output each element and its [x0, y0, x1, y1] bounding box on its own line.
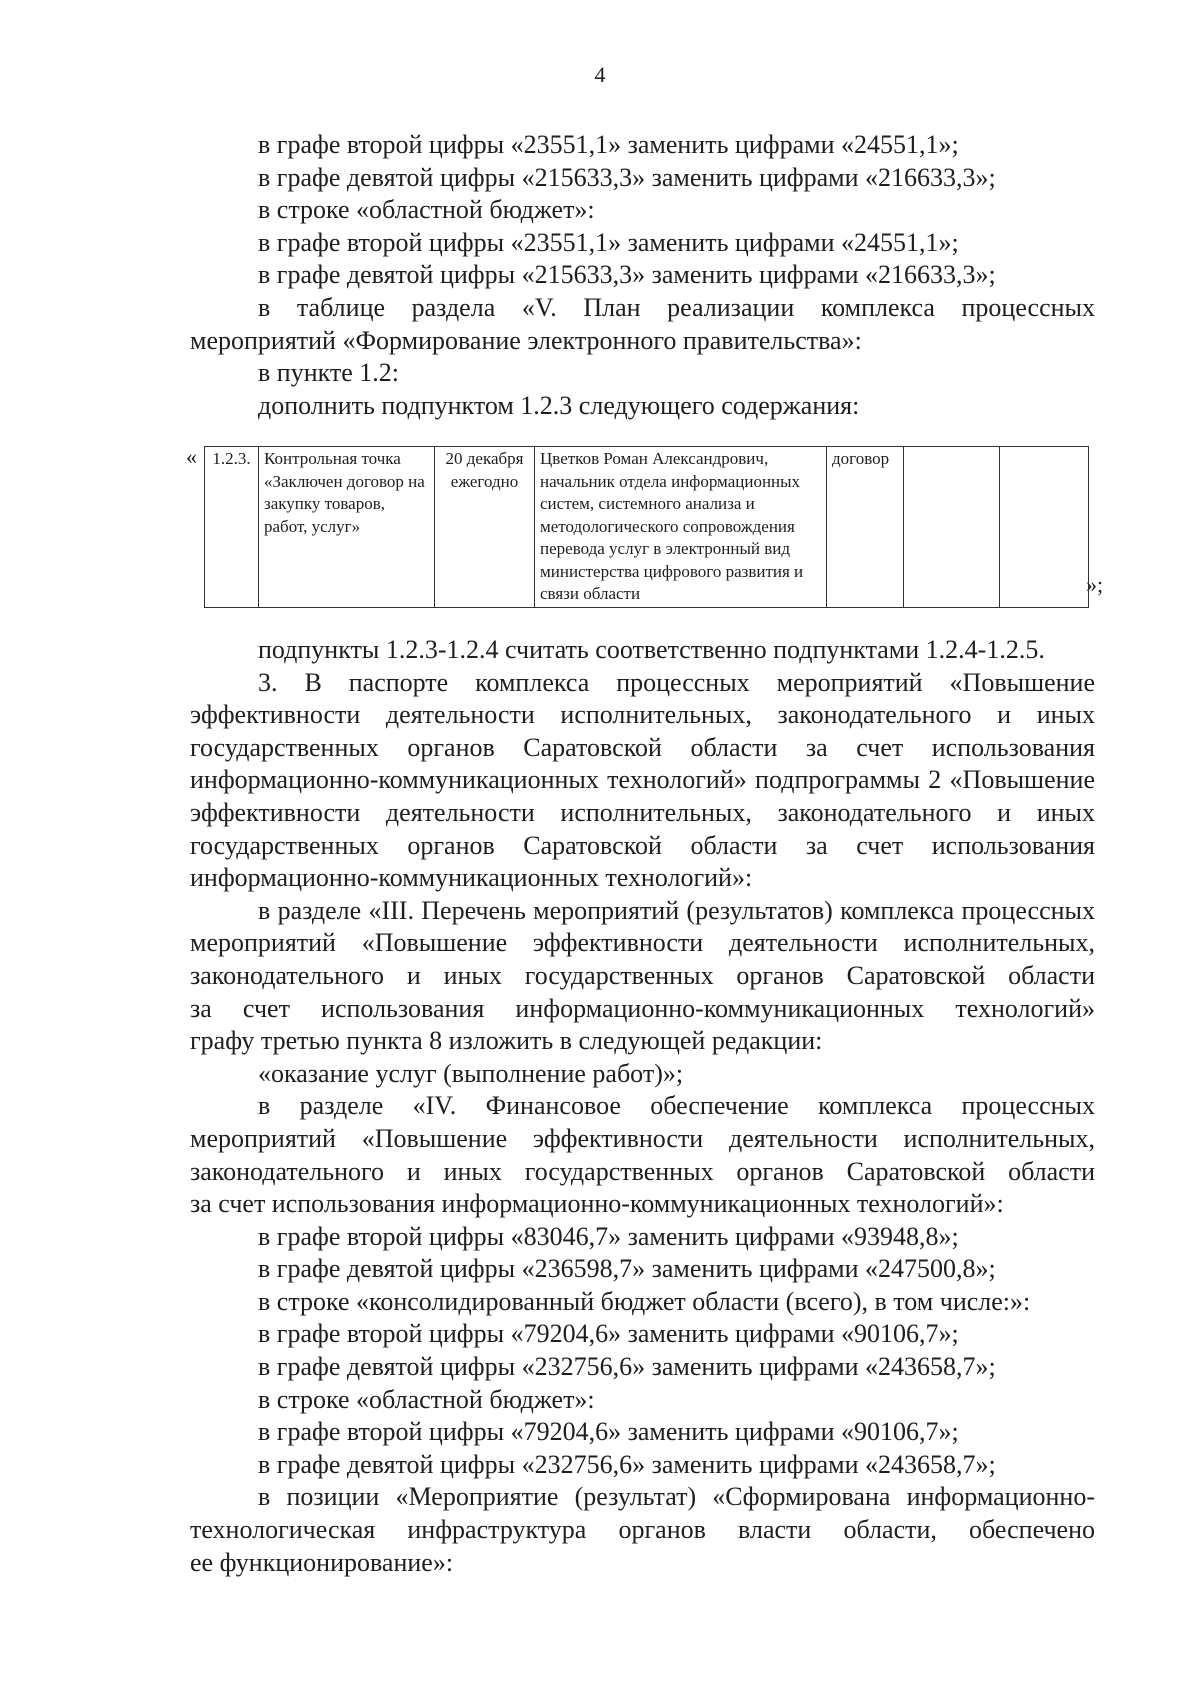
paragraph: законодательного и иных государственных органов Саратовской области [190, 1156, 1095, 1186]
paragraph: в разделе «III. Перечень мероприятий (результатов) комплекса процессных [258, 895, 1095, 925]
paragraph: дополнить подпунктом 1.2.3 следующего содержания: [258, 390, 860, 420]
paragraph: эффективности деятельности исполнительных, законодательного и иных [190, 700, 1095, 730]
paragraph: в строке «областной бюджет»: [258, 1384, 595, 1414]
cell-name: Контрольная точка «Заключен договор на закупку товаров, работ, услуг» [259, 447, 435, 608]
cell-empty [904, 447, 1000, 608]
paragraph: в графе девятой цифры «215633,3» заменить цифрами «216633,3»; [258, 260, 996, 290]
paragraph: 3. В паспорте комплекса процессных мероприятий «Повышение [258, 667, 1095, 697]
opening-quote: « [186, 444, 197, 469]
paragraph: в таблице раздела «V. План реализации комплекса процессных [258, 292, 1095, 322]
paragraph: мероприятий «Формирование электронного правительства»: [190, 325, 862, 355]
paragraph: эффективности деятельности исполнительных, законодательного и иных [190, 797, 1095, 827]
cell-deadline: 20 декабря ежегодно [435, 447, 535, 608]
paragraph: за счет использования информационно-коммуникационных технологий»: [190, 1189, 1004, 1219]
paragraph: «оказание услуг (выполнение работ)»; [258, 1058, 684, 1088]
cell-responsible: Цветков Роман Александрович, начальник отдела информационных систем, системного анализа и методологического сопровождения перевода услуг в электронный вид министерства цифрового развития и связи области [535, 447, 827, 608]
closing-quote: »; [1086, 572, 1104, 597]
paragraph: информационно-коммуникационных технологий»: [190, 863, 753, 893]
paragraph: в графе второй цифры «79204,6» заменить цифрами «90106,7»; [258, 1417, 959, 1447]
page-number: 4 [594, 62, 606, 87]
paragraph: в позиции «Мероприятие (результат) «Сформирована информационно- [258, 1482, 1095, 1512]
paragraph: в графе девятой цифры «232756,6» заменить цифрами «243658,7»; [258, 1352, 996, 1382]
amendments-block-2 [190, 634, 1095, 1579]
paragraph: в пункте 1.2: [258, 358, 400, 388]
paragraph: в графе второй цифры «83046,7» заменить цифрами «93948,8»; [258, 1221, 959, 1251]
paragraph: ее функционирование»: [190, 1547, 454, 1577]
cell-empty [1000, 447, 1089, 608]
paragraph: мероприятий «Повышение эффективности деятельности исполнительных, [190, 1123, 1095, 1153]
table-row [205, 447, 1089, 608]
paragraph: законодательного и иных государственных органов Саратовской области [190, 960, 1095, 990]
paragraph: в графе девятой цифры «232756,6» заменить цифрами «243658,7»; [258, 1449, 996, 1479]
paragraph: технологическая инфраструктура органов власти области, обеспечено [190, 1515, 1095, 1545]
paragraph: в строке «областной бюджет»: [258, 195, 595, 225]
paragraph: государственных органов Саратовской области за счет использования [190, 830, 1095, 860]
paragraph: мероприятий «Повышение эффективности деятельности исполнительных, [190, 928, 1095, 958]
paragraph: государственных органов Саратовской области за счет использования [190, 732, 1095, 762]
inserted-table-row [186, 444, 1104, 603]
cell-document: договор [827, 447, 904, 608]
paragraph: в графе второй цифры «23551,1» заменить цифрами «24551,1»; [258, 227, 959, 257]
paragraph: за счет использования информационно-коммуникационных технологий» [190, 993, 1095, 1023]
paragraph: в строке «консолидированный бюджет области (всего), в том числе:»: [258, 1286, 1031, 1316]
amendments-block-1 [190, 129, 1095, 422]
paragraph: в разделе «IV. Финансовое обеспечение комплекса процессных [258, 1091, 1095, 1121]
paragraph: в графе второй цифры «79204,6» заменить цифрами «90106,7»; [258, 1319, 959, 1349]
paragraph: подпункты 1.2.3-1.2.4 считать соответственно подпунктами 1.2.4-1.2.5. [258, 635, 1045, 664]
cell-number: 1.2.3. [205, 447, 259, 608]
paragraph: в графе девятой цифры «215633,3» заменить цифрами «216633,3»; [258, 162, 996, 192]
paragraph: графу третью пункта 8 изложить в следующей редакции: [190, 1026, 823, 1056]
paragraph: информационно-коммуникационных технологий» подпрограммы 2 «Повышение [190, 765, 1095, 795]
subpoint-table [204, 446, 1089, 608]
paragraph: в графе девятой цифры «236598,7» заменить цифрами «247500,8»; [258, 1254, 996, 1284]
paragraph: в графе второй цифры «23551,1» заменить цифрами «24551,1»; [258, 130, 959, 159]
